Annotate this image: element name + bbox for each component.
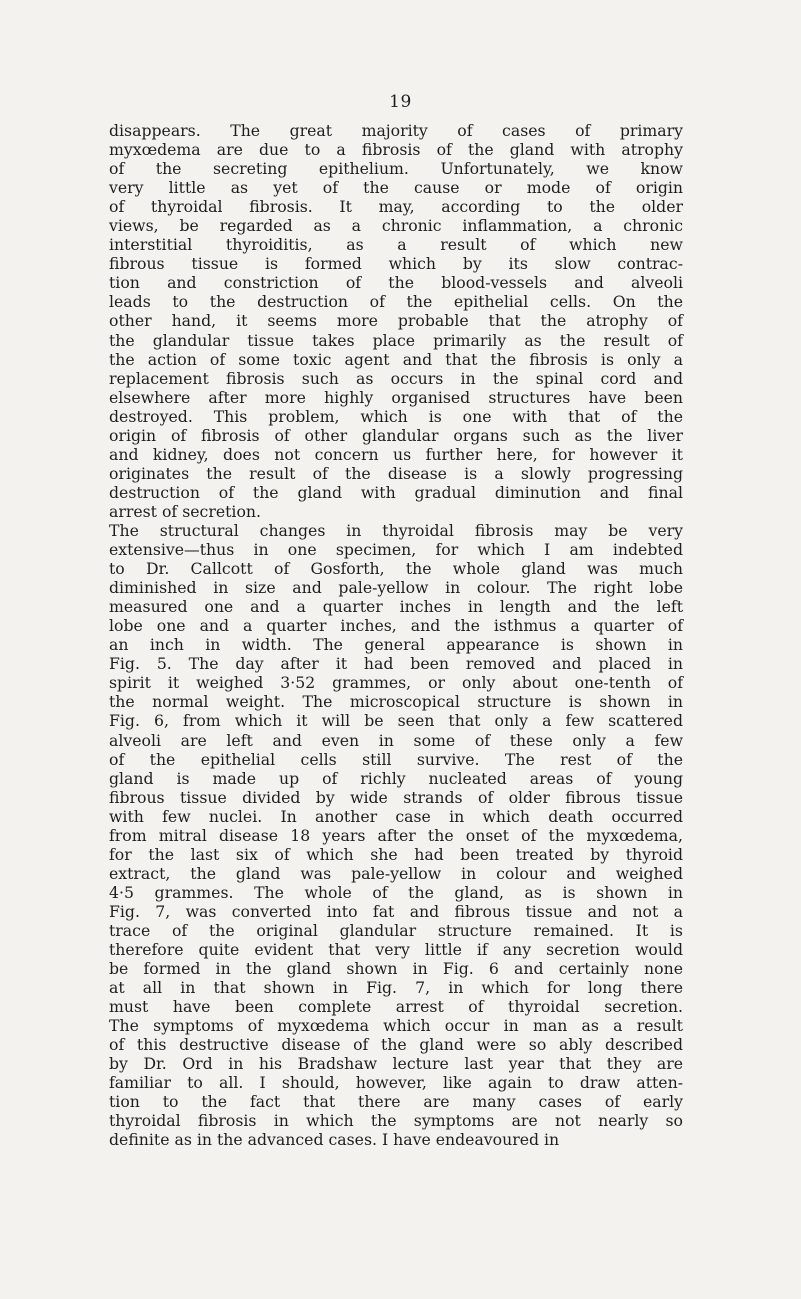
text-line: of this destructive disease of the gland were so ably described <box>109 1035 683 1055</box>
text-line: the glandular tissue takes place primarily as the result of <box>109 330 683 350</box>
text-line: Fig. 6, from which it will be seen that only a few scattered <box>109 711 683 731</box>
text-line: origin of fibrosis of other glandular organs such as the liver <box>109 425 683 445</box>
text-line: leads to the destruction of the epithelial cells. On the <box>109 292 683 312</box>
text-line: destruction of the gland with gradual diminution and final <box>109 482 683 502</box>
text-line: interstitial thyroiditis, as a result of which new <box>109 235 683 255</box>
text-line: definite as in the advanced cases. I have endeavoured in <box>109 1130 560 1150</box>
text-line: disappears. The great majority of cases of primary <box>109 121 683 140</box>
body-text <box>109 121 683 1150</box>
text-line: for the last six of which she had been treated by thyroid <box>109 844 683 864</box>
text-line: at all in that shown in Fig. 7, in which for long there <box>109 978 683 998</box>
text-line: of thyroidal fibrosis. It may, according to the older <box>109 197 683 217</box>
text-line: fibrous tissue divided by wide strands of older fibrous tissue <box>109 787 683 807</box>
text-line: 4·5 grammes. The whole of the gland, as is shown in <box>109 882 683 902</box>
text-line: arrest of secretion. <box>109 501 261 521</box>
text-line: and kidney, does not concern us further here, for however it <box>109 444 683 464</box>
text-line: an inch in width. The general appearance is shown in <box>109 635 683 655</box>
text-line: spirit it weighed 3·52 grammes, or only about one-tenth of <box>109 673 683 693</box>
text-line: Fig. 5. The day after it had been removed and placed in <box>109 654 683 674</box>
text-line: the action of some toxic agent and that the fibrosis is only a <box>109 349 683 369</box>
text-line: elsewhere after more highly organised structures have been <box>109 387 683 407</box>
text-line: myxœdema are due to a fibrosis of the gland with atrophy <box>109 140 683 160</box>
text-line: tion to the fact that there are many cases of early <box>109 1092 683 1112</box>
text-line: Fig. 7, was converted into fat and fibrous tissue and not a <box>109 901 683 921</box>
text-line: originates the result of the disease is a slowly progressing <box>109 463 683 483</box>
text-line: destroyed. This problem, which is one with that of the <box>109 406 683 426</box>
paragraph <box>109 121 683 521</box>
text-line: fibrous tissue is formed which by its slow contrac- <box>109 254 683 274</box>
paragraph <box>109 521 683 1150</box>
text-line: the normal weight. The microscopical structure is shown in <box>109 692 683 712</box>
text-line: views, be regarded as a chronic inflammation, a chronic <box>109 216 683 236</box>
text-line: of the epithelial cells still survive. The rest of the <box>109 749 683 769</box>
text-line: from mitral disease 18 years after the onset of the myxœdema, <box>109 825 683 845</box>
text-line: thyroidal fibrosis in which the symptoms are not nearly so <box>109 1111 683 1131</box>
text-line: alveoli are left and even in some of these only a few <box>109 730 683 750</box>
text-line: of the secreting epithelium. Unfortunately, we know <box>109 159 683 179</box>
text-line: extensive—thus in one specimen, for which I am indebted <box>109 540 683 560</box>
text-line: familiar to all. I should, however, like again to draw atten- <box>109 1073 683 1093</box>
text-line: The structural changes in thyroidal fibrosis may be very <box>109 520 683 540</box>
text-line: extract, the gland was pale-yellow in colour and weighed <box>109 863 683 883</box>
text-line: tion and constriction of the blood-vessels and alveoli <box>109 273 683 293</box>
text-line: diminished in size and pale-yellow in colour. The right lobe <box>109 578 683 598</box>
text-line: lobe one and a quarter inches, and the isthmus a quarter of <box>109 616 683 636</box>
text-line: other hand, it seems more probable that the atrophy of <box>109 311 683 331</box>
text-line: measured one and a quarter inches in length and the left <box>109 597 683 617</box>
text-line: gland is made up of richly nucleated areas of young <box>109 768 683 788</box>
text-line: trace of the original glandular structure remained. It is <box>109 920 683 940</box>
text-line: with few nuclei. In another case in which death occurred <box>109 806 683 826</box>
text-line: be formed in the gland shown in Fig. 6 and certainly none <box>109 959 683 979</box>
text-line: very little as yet of the cause or mode of origin <box>109 178 683 198</box>
text-line: therefore quite evident that very little if any secretion would <box>109 940 683 960</box>
text-line: to Dr. Callcott of Gosforth, the whole gland was much <box>109 559 683 579</box>
text-line: replacement fibrosis such as occurs in the spinal cord and <box>109 368 683 388</box>
text-line: by Dr. Ord in his Bradshaw lecture last year that they are <box>109 1054 683 1074</box>
page-number: 19 <box>389 92 412 112</box>
text-line: The symptoms of myxœdema which occur in man as a result <box>109 1016 683 1036</box>
text-line: must have been complete arrest of thyroidal secretion. <box>109 997 683 1017</box>
